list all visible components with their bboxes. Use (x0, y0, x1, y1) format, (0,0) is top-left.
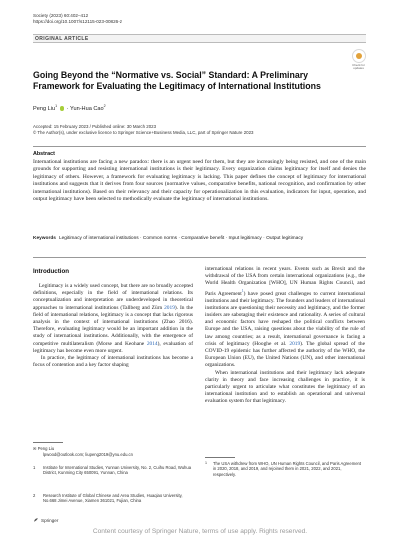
affiliation-number: 2 (33, 493, 36, 498)
springer-logo-icon (33, 517, 39, 523)
publisher-name: Springer (41, 517, 59, 523)
text-run: In practice, the legitimacy of international institutions has become a focus of contention and a key factor shaping (33, 355, 193, 369)
doi-link[interactable]: https://doi.org/10.1007/s12115-023-00826-z (33, 19, 123, 24)
affiliation-number: 1 (33, 465, 36, 470)
footnote-rule (33, 442, 63, 443)
divider (33, 146, 366, 147)
corresponding-author-name: Peng Liu (37, 446, 55, 451)
affiliation-text: Institute for International Studies, Yunnan University, No. 2, Cuihu Road, Wuhua District, Kunming City 650091, Yunnan, China (43, 465, 192, 476)
journal-reference (33, 13, 122, 25)
text-run: When international institutions and their legitimacy lack adequate clarity in theory and face increasing challenges in practice, it is particularly urgent to articulate what constitutes the legitimacy of an international institution and to establish an operational and universal evaluation system for that legitimacy. (205, 369, 365, 405)
text-run: ), evaluation of legitimacy has become even more urgent. (33, 340, 193, 354)
author-name[interactable]: Peng Liu (33, 105, 56, 112)
keywords (33, 236, 366, 242)
affiliation-1 (33, 465, 193, 476)
keywords-label: Keywords (33, 236, 56, 241)
text-run: ). In the field of international relations, legitimacy is a concept that lacks rigorous analysis in the context of international institutions (Zhao 2016). Therefore, evaluating legitimacy would be an important addition in the study of international institutions. Additionally, with the emergence of competitive multilateralism (Morse and Keohane (33, 304, 193, 347)
article-type: ORIGINAL ARTICLE (35, 36, 89, 43)
check-for-updates-icon (352, 49, 366, 63)
paragraph (205, 266, 365, 370)
text-run: Legitimacy is a widely used concept, but there are no broadly accepted definitions, especially in the field of international relations. Its conceptualization and interpretation are underdeveloped in theoretical approaches to international institutions (Tallberg and Zürn (33, 283, 193, 311)
abstract-heading: Abstract (33, 151, 55, 157)
text-run: ) have posed great challenges to current international institutions and their legitimacy. The founders and leaders of international institutions are questioning their necessity and legitimacy, and the former insiders are sabotaging their existence and rationality. A series of cultural and economic factors have reshaped the political conflicts between Europe and the USA, raising questions about the viability of the rule of law among countries; as a result, international governance is facing a crisis of legitimacy (Hooghe et al. (205, 290, 365, 347)
footnote-ref[interactable]: 1 (241, 288, 244, 293)
paragraph (33, 283, 193, 355)
paper-title: Going Beyond the “Normative vs. Social” Standard: A Preliminary Framework for Evaluating the Legitimacy of International Institutions (33, 70, 321, 91)
footnote-rule (205, 457, 235, 458)
corresponding-author (33, 446, 193, 451)
footnote-number: 1 (205, 461, 207, 465)
citation-link[interactable]: 2014 (146, 340, 158, 347)
author-separator: · (66, 105, 71, 112)
publisher-mark (33, 517, 58, 523)
orcid-icon[interactable] (60, 106, 65, 111)
content-courtesy-notice: Content courtesy of Springer Nature, terms of use apply. Rights reserved. (92, 528, 308, 535)
accepted-published-line: Accepted: 15 February 2023 / Published online: 30 March 2023 (33, 124, 157, 129)
article-type-bar (33, 34, 366, 43)
footnote-1 (205, 461, 365, 477)
author-list (33, 104, 106, 112)
section-heading-introduction: Introduction (33, 268, 70, 275)
check-for-updates-badge[interactable] (350, 49, 367, 71)
copyright-line: © The Author(s), under exclusive licence to Springer Science+Business Media, LLC, part of Springer Nature 2023 (33, 130, 254, 135)
citation-link[interactable]: 2019 (164, 304, 175, 311)
text-run: international relations in recent years. Events such as Brexit and the withdrawal of the USA from certain international organizations (e.g., the World Health Organization [WHO], UN Human Rights Council, and Paris Agreement (205, 266, 365, 297)
divider (33, 257, 366, 258)
affiliation-2 (33, 493, 193, 504)
affiliation-text: Research Institute of Global Chinese and Area Studies, Huaqiao University, No.668 Jimei Avenue, Xiamen 361021, Fujian, China (43, 493, 183, 504)
footnote-text: The USA withdrew from WHO, UN Human Rights Council, and Paris Agreement in 2020, 2018, and 2019, and rejoined them in 2021, 2022, and 2021, respectively. (213, 461, 362, 477)
paragraph (33, 355, 193, 369)
check-label-line1: Check for (352, 62, 365, 67)
author-name[interactable]: Yun-Hua Cao (70, 105, 104, 112)
citation-link[interactable]: 2019 (289, 340, 301, 347)
keywords-text: Legitimacy of international institutions · Common norms · Comparative benefit · Input legitimacy · Output legitimacy (58, 236, 304, 241)
publication-dates (33, 124, 254, 136)
author-email[interactable]: lpwood@outlook.com; liupeng2019@ynu.edu.cn (43, 452, 133, 457)
check-label-line2: updates (353, 66, 364, 71)
affiliation-marker: 1 (55, 104, 58, 108)
journal-citation: Society (2023) 60:402–412 (33, 13, 89, 18)
body-column-right (205, 266, 365, 406)
envelope-icon: ✉ (33, 446, 37, 451)
paragraph (205, 370, 365, 406)
affiliation-marker: 2 (103, 104, 106, 108)
text-run: ). The global spread of the COVID-19 epidemic has further affected the authority of the WHO, the European Union (EU), the United Nations (UN), and other international organizations. (205, 340, 365, 369)
abstract-text: International institutions are facing a new paradox: there is an urgent need for them, but they are increasingly being resisted, and one of the main grounds for supporting and resisting international institutions is their legitimacy. Every organization claims legitimacy for itself and denies the legitimacy of others. However, a framework for evaluating legitimacy is lacking. This paper defines the concept of legitimacy for international institutions and suggests that it derives from four sources (normative values, comparative benefits, national recognition, and confirmation by other international institutions). Based on their relevancy and their capacity for operationalization in this evaluation, indicators for input, operation, and output legitimacy have been selected to methodically evaluate the legitimacy of international institutions. (33, 159, 366, 203)
body-column-left (33, 283, 193, 369)
